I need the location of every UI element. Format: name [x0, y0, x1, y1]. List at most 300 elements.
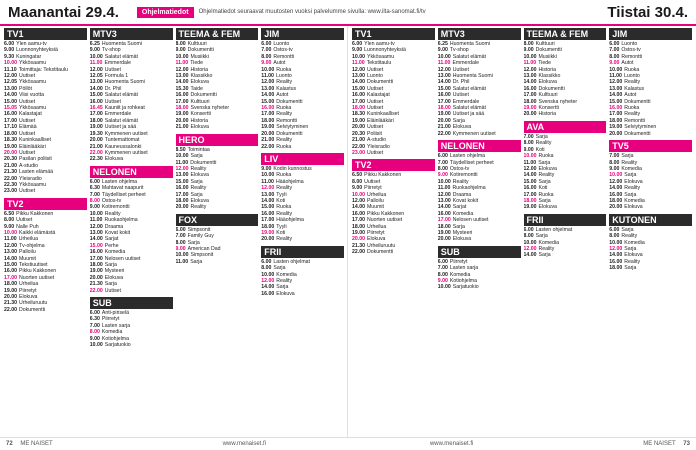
program-title: Komedia [624, 197, 645, 204]
channel-block [176, 28, 259, 131]
program-title: Yleisradio [366, 143, 390, 150]
program-title: Kuninkaalliset [366, 111, 399, 118]
program-title: Reality [621, 233, 638, 240]
program-time: 8.00 [437, 271, 448, 278]
program-time: 14.00 [609, 92, 623, 99]
program-time: 18.00 [175, 105, 189, 112]
program-time: 18.00 [437, 105, 451, 112]
program-title: Kovat kokit [452, 197, 479, 204]
channel-name: FRII [524, 214, 607, 226]
program-title: Reality [276, 210, 293, 217]
program-title: Musiikki [190, 53, 209, 60]
program-time: 16.00 [523, 185, 537, 192]
program-time: 10.00 [89, 342, 103, 349]
program-title: Toimintaa [187, 146, 210, 153]
program-listing [609, 204, 692, 210]
program-title: Huomenta Suomi [452, 73, 493, 80]
program-title: Reality [624, 258, 641, 265]
program-title: Komedia [452, 210, 474, 217]
program-listing [352, 150, 435, 156]
program-listing [4, 188, 87, 194]
program-time: 12.00 [437, 66, 451, 73]
program-title: Reality [190, 165, 207, 172]
program-time: 19.00 [4, 143, 17, 150]
program-time: 11.00 [261, 178, 274, 185]
section-label: Ohjelmatiedot [137, 7, 194, 18]
program-title: Ruoka [276, 172, 292, 179]
program-title: Dokumentti [190, 92, 217, 99]
program-time: 8.00 [89, 329, 100, 336]
program-title: Uutiset [104, 98, 121, 105]
program-time: 16.00 [175, 185, 189, 192]
program-time: 14.00 [437, 79, 451, 86]
program-time: 20.00 [609, 204, 623, 211]
program-title: Sarja [190, 191, 203, 198]
channel-block [438, 140, 521, 243]
program-time: 14.00 [175, 79, 189, 86]
program-title: Kalastajat [18, 111, 42, 118]
program-title: Elokuva [624, 252, 643, 259]
program-time: 9.00 [437, 47, 448, 54]
program-title: Tekstiuutiset [18, 262, 48, 268]
program-title: Autot [273, 60, 286, 67]
program-time: 19.30 [89, 130, 103, 137]
program-time: 12.00 [261, 278, 275, 284]
program-title: Reality [538, 245, 555, 252]
right-footer [631, 441, 696, 447]
program-title: Uutiset [18, 98, 36, 105]
program-title: Komedia [449, 271, 471, 278]
channel-block [524, 28, 607, 118]
program-time: 6.50 [4, 210, 15, 217]
program-time: 8.00 [352, 178, 363, 185]
program-time: 9.00 [523, 47, 534, 54]
program-title: Dokumentti [535, 47, 562, 54]
program-title: Ruoka [538, 153, 554, 160]
program-title: Musiikki [538, 53, 557, 60]
program-time: 19.00 [352, 229, 365, 236]
program-title: A-studio [18, 162, 39, 169]
program-time: 17.00 [523, 191, 537, 198]
program-time: 16.00 [175, 92, 189, 99]
program-title: Ruoka [276, 143, 292, 150]
program-title: Tv-shop [449, 47, 469, 54]
program-title: Reality [452, 178, 469, 185]
program-time: 8.00 [609, 159, 620, 166]
program-listing [90, 342, 173, 348]
program-title: Eläinlääkäri [366, 117, 394, 124]
program-time: 9.00 [175, 245, 186, 252]
program-title: Sarja [624, 191, 637, 198]
program-title: Simpsonit [190, 252, 214, 259]
program-time: 15.00 [89, 242, 103, 249]
program-title: Kymmenen uutiset [104, 149, 148, 156]
program-time: 8.00 [261, 265, 272, 272]
left-page [4, 28, 344, 438]
program-title: Elokuva [538, 79, 557, 86]
program-title: Ruokaohjelma [452, 185, 486, 192]
program-title: Uutiset [366, 149, 384, 156]
program-time: 15.00 [89, 92, 103, 99]
program-title: Salatut elämät [104, 92, 138, 99]
program-time: 10.00 [523, 239, 537, 246]
program-time: 9.00 [89, 335, 100, 342]
program-time: 6.00 [437, 258, 448, 265]
program-time: 13.00 [175, 172, 189, 179]
program-time: 10.00 [609, 66, 623, 73]
program-time: 9.00 [352, 47, 363, 54]
program-title: Family Guy [187, 233, 214, 240]
program-time: 12.00 [175, 165, 189, 172]
program-title: Kotiohjelma [449, 278, 477, 284]
program-listing [90, 156, 173, 162]
program-listing [524, 111, 607, 117]
program-time: 8.00 [437, 165, 448, 172]
program-title: Svenska nyheter [538, 98, 578, 105]
program-time: 17.00 [352, 98, 365, 105]
program-time: 11.00 [89, 217, 103, 224]
program-time: 18.00 [437, 223, 451, 230]
program-title: Salatut elämät [452, 85, 486, 92]
program-title: Reality [624, 111, 641, 118]
program-listing [438, 284, 521, 290]
program-title: Yleisradio [18, 175, 42, 182]
program-time: 12.05 [89, 73, 103, 80]
program-title: Urheiluruutu [366, 242, 396, 249]
channel-block [90, 297, 173, 348]
program-title: Reality [624, 79, 641, 86]
program-time: 6.00 [175, 226, 186, 233]
program-time: 12.00 [523, 245, 537, 252]
program-title: Reality [538, 172, 555, 179]
program-time: 18.00 [609, 117, 623, 124]
channel-name: LIV [261, 153, 344, 165]
program-title: Sarja [104, 262, 117, 268]
program-time: 22.30 [4, 181, 17, 188]
left-brand: ME NAISET [20, 441, 53, 447]
program-time: 13.00 [89, 79, 103, 86]
program-title: Huomenta Suomi [101, 41, 142, 47]
program-title: Hääohjelma [275, 178, 304, 185]
program-time: 20.00 [4, 294, 17, 301]
channel-block [261, 153, 344, 243]
program-time: 12.05 [4, 79, 17, 86]
program-title: Ostos-tv [621, 47, 641, 54]
program-title: Kotiremontti [449, 172, 478, 179]
program-time: 18.00 [352, 105, 365, 112]
program-title: Ykkösaamu [366, 53, 395, 60]
program-time: 15.00 [4, 262, 17, 268]
program-title: Pikku Kakkonen [366, 210, 405, 217]
program-time: 10.00 [523, 53, 537, 60]
program-time: 19.00 [437, 111, 451, 118]
program-time: 16.00 [89, 98, 103, 105]
program-time: 6.00 [4, 41, 15, 47]
program-title: Elokuva [538, 165, 557, 172]
program-title: Eläinlääkäri [18, 143, 46, 150]
program-time: 9.00 [352, 185, 363, 192]
channel-block [438, 246, 521, 291]
program-title: Remontti [621, 53, 643, 60]
top-center [127, 7, 600, 18]
channel-name: TEEMA & FEM [176, 28, 259, 40]
program-title: Remontti [624, 117, 645, 124]
program-title: Huomenta Suomi [449, 41, 490, 47]
program-time: 13.00 [175, 73, 189, 80]
program-title: Tiede [538, 60, 551, 67]
top-bar [0, 0, 696, 26]
program-time: 11.00 [89, 60, 103, 67]
program-title: Simpsonit [187, 226, 211, 233]
program-title: Reality [276, 236, 293, 243]
program-title: Svenska nyheter [190, 105, 230, 112]
program-title: Sarja [276, 284, 289, 291]
program-time: 10.00 [261, 172, 275, 179]
program-time: 18.00 [609, 197, 623, 204]
channel-name: TV2 [352, 159, 435, 171]
program-title: Sarja [535, 233, 548, 240]
program-title: Dr. Phil [452, 79, 470, 86]
program-time: 21.30 [352, 242, 365, 249]
program-title: Sarjatuokio [452, 284, 479, 291]
program-title: Ylen aamu-tv [16, 41, 47, 47]
program-title: Komedia [621, 165, 642, 172]
program-title: Sarja [104, 281, 117, 288]
program-title: Uutiset ja sää [452, 111, 485, 118]
program-time: 16.00 [261, 210, 275, 217]
program-title: Uutiset [104, 66, 121, 73]
program-time: 7.00 [523, 133, 534, 140]
program-time: 17.00 [261, 217, 275, 224]
program-title: Tv-shop [101, 47, 121, 54]
channel-name: AVA [524, 121, 607, 133]
program-time: 12.00 [261, 79, 275, 86]
program-time: 14.00 [352, 204, 365, 211]
program-title: Tekstitaulu [366, 60, 392, 67]
channel-name: JIM [261, 28, 344, 40]
program-time: 10.00 [175, 252, 189, 259]
program-title: Kulttuuri [535, 41, 555, 47]
program-time: 10.00 [175, 53, 189, 60]
program-title: Reality [276, 185, 293, 192]
program-time: 19.00 [175, 111, 189, 118]
listing-column [352, 28, 435, 438]
program-title: Sarja [190, 153, 203, 160]
program-time: 16.00 [4, 111, 17, 118]
program-time: 12.00 [609, 245, 623, 252]
program-title: Elokuva [190, 124, 209, 131]
program-time: 10.00 [175, 153, 189, 160]
program-title: Sarja [452, 223, 465, 230]
program-title: Sarja [273, 265, 286, 272]
program-title: Toimittaja: Tekstitaulu [18, 66, 68, 73]
program-title: Luonnonyhteyksiä [16, 47, 58, 54]
program-time: 12.00 [352, 66, 365, 73]
program-title: Viisi vuotta [18, 92, 44, 99]
program-title: Kalastus [624, 85, 645, 92]
program-time: 17.00 [261, 111, 275, 118]
program-title: Sarja [190, 258, 203, 265]
program-time: 21.00 [175, 124, 189, 131]
program-title: Konsertti [190, 111, 211, 118]
program-title: Uutiset [18, 130, 36, 137]
program-title: Dokumentti [18, 306, 46, 313]
program-time: 6.00 [609, 41, 620, 47]
channel-block [176, 214, 259, 265]
program-time: 12.00 [261, 185, 275, 192]
program-title: Koti [276, 197, 286, 204]
program-time: 10.00 [89, 53, 103, 60]
program-time: 6.00 [261, 258, 272, 265]
program-title: Tyyli [276, 223, 287, 230]
program-title: Koti [538, 185, 548, 192]
program-time: 6.30 [89, 316, 100, 323]
program-time: 12.00 [352, 197, 365, 204]
program-listing [524, 204, 607, 210]
program-title: Selviytyminen [624, 124, 657, 131]
right-day-title: Tiistai 30.4. [607, 3, 688, 21]
program-title: Ykkösaamu [18, 79, 47, 86]
program-time: 12.00 [609, 79, 623, 86]
listing-column [524, 28, 607, 438]
program-time: 19.00 [609, 124, 623, 131]
program-time: 16.00 [609, 258, 623, 265]
channel-block [438, 28, 521, 137]
channel-block [609, 28, 692, 137]
program-listing [438, 131, 521, 137]
program-time: 10.00 [609, 172, 623, 179]
program-title: Ruoka [538, 191, 554, 198]
program-time: 10.00 [437, 178, 451, 185]
program-title: Mysteeri [104, 268, 125, 275]
channel-block [352, 159, 435, 255]
program-title: Ylen aamu-tv [364, 41, 395, 47]
program-time: 20.00 [175, 117, 189, 124]
program-title: Pöllöt [18, 85, 32, 92]
program-time: 12.00 [89, 66, 103, 73]
program-title: Kalastus [276, 85, 297, 92]
program-title: Nelosen uutiset [452, 217, 489, 224]
program-title: Nuorten uutiset [366, 217, 403, 224]
program-time: 22.00 [89, 149, 103, 156]
program-time: 17.00 [4, 274, 17, 281]
program-time: 17.00 [89, 255, 103, 262]
program-time: 10.00 [352, 53, 365, 60]
program-time: 11.00 [175, 60, 189, 67]
program-time: 9.00 [609, 165, 620, 172]
program-time: 14.00 [261, 284, 275, 291]
program-time: 20.00 [175, 204, 189, 211]
program-title: Elokuva [104, 156, 124, 163]
program-title: Lasten sarja [449, 265, 479, 272]
program-time: 16.00 [89, 249, 103, 256]
program-title: Palloilu [18, 249, 36, 256]
program-title: Ruoka [276, 105, 292, 112]
program-listing [261, 291, 344, 297]
program-title: Ruokaohjelma [104, 217, 138, 224]
program-title: Elokuva [190, 172, 209, 179]
program-title: Nelosen uutiset [104, 255, 141, 262]
program-time: 9.00 [4, 47, 15, 54]
program-time: 20.00 [437, 236, 451, 243]
program-time: 10.00 [437, 53, 451, 60]
program-title: Anti-piriselä [101, 310, 129, 317]
program-time: 20.30 [352, 130, 365, 137]
program-time: 11.00 [352, 60, 365, 67]
left-site: www.menaiset.fi [222, 441, 267, 447]
program-title: Ruoka [276, 204, 292, 211]
program-time: 20.00 [89, 137, 103, 144]
program-title: Piirretyt [101, 316, 120, 323]
program-title: Uutiset [18, 117, 36, 124]
program-title: Uutiset [16, 217, 33, 224]
program-time: 13.00 [437, 197, 451, 204]
program-time: 10.00 [89, 210, 103, 217]
program-time: 6.00 [261, 41, 272, 47]
program-title: Elokuva [18, 294, 38, 301]
program-time: 8.00 [523, 41, 534, 47]
channel-name: NELONEN [90, 166, 173, 178]
program-title: Pikku Kakkonen [18, 268, 57, 275]
program-title: Komedia [538, 239, 559, 246]
program-time: 13.00 [437, 73, 451, 80]
program-title: Kaikki elämästä [18, 229, 56, 236]
program-title: Komedia [104, 249, 126, 256]
channel-name: SUB [438, 246, 521, 258]
program-time: 19.00 [89, 124, 103, 131]
program-title: Tyyli [276, 191, 287, 198]
program-time: 21.00 [4, 162, 17, 169]
program-title: Komedia [624, 239, 645, 246]
program-time: 14.00 [261, 92, 275, 99]
program-title: Reality [621, 159, 638, 166]
program-title: Kulttuuri [538, 92, 558, 99]
program-title: Luonto [621, 41, 638, 47]
program-time: 8.00 [523, 233, 534, 240]
channel-block [609, 140, 692, 211]
listing-column [438, 28, 521, 438]
program-time: 11.00 [175, 159, 189, 166]
program-time: 17.00 [609, 111, 623, 118]
channel-name: TV1 [352, 28, 435, 40]
program-time: 20.00 [352, 236, 365, 243]
program-title: Kymmenen uutiset [452, 130, 496, 137]
program-title: Dokumentti [276, 98, 303, 105]
program-title: Sarja [624, 172, 637, 179]
channel-name: HERO [176, 134, 259, 146]
program-title: Uutiset [364, 178, 381, 185]
program-time: 20.00 [437, 117, 451, 124]
program-time: 14.00 [523, 172, 537, 179]
program-time: 17.00 [175, 191, 189, 198]
listing-column [176, 28, 259, 438]
program-time: 12.00 [523, 66, 537, 73]
channel-block [90, 28, 173, 163]
program-title: Sarja [190, 178, 203, 185]
program-time: 15.00 [175, 178, 189, 185]
program-time: 22.00 [4, 175, 17, 182]
program-time: 18.30 [4, 137, 17, 144]
program-title: Reality [276, 79, 293, 86]
program-time: 14.00 [261, 197, 275, 204]
program-time: 16.00 [352, 92, 365, 99]
program-time: 8.00 [609, 53, 620, 60]
channel-name: JIM [609, 28, 692, 40]
channel-name: SUB [90, 297, 173, 309]
program-time: 19.00 [523, 105, 537, 112]
program-time: 17.00 [352, 217, 365, 224]
program-title: Kauniit ja rohkeat [104, 105, 145, 112]
